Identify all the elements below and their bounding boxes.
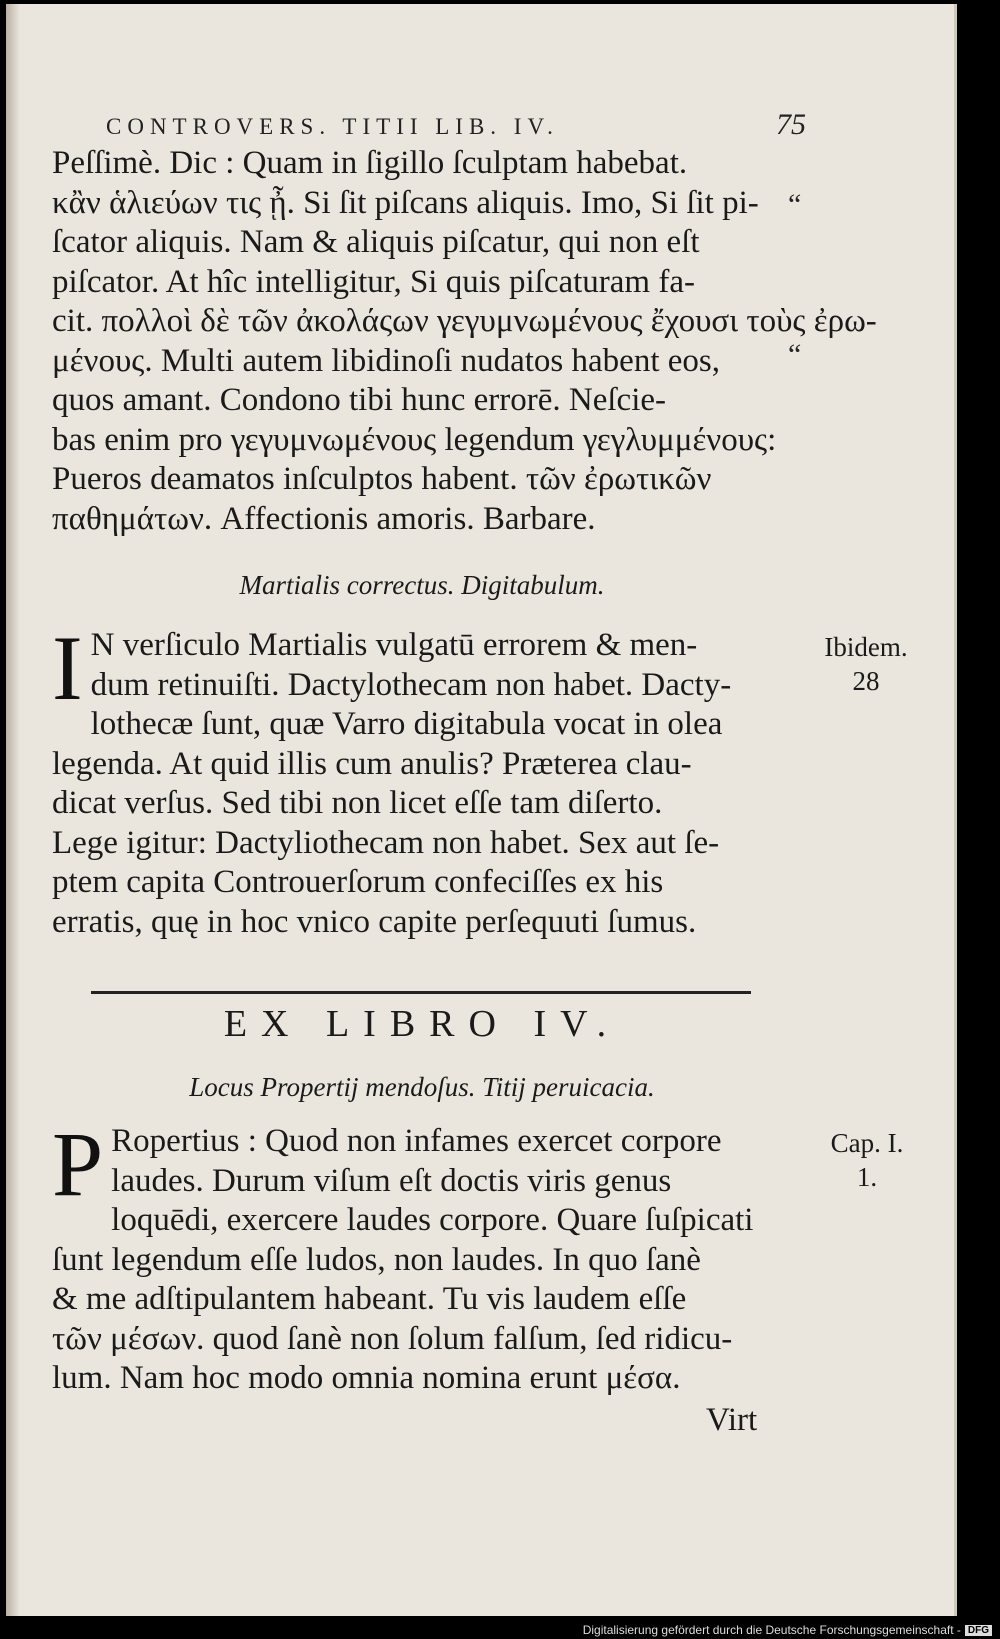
catchword: Virt [706,1402,758,1438]
text-line: quos amant. Condono tibi hunc errorē. Neſcie- [52,382,666,418]
text-line: κἂν ἁλιεύων τις ᾖ. Si ſit piſcans aliquis. Imo, Si ſit pi- [52,184,759,221]
section-heading: Martialis correctus. Digitabulum. [239,570,605,600]
text-line: ſcator aliquis. Nam & aliquis piſcatur, qui non eſt [52,224,700,260]
digitization-footer [583,1623,992,1637]
running-head-title: CONTROVERS. TITII LIB. IV. [106,114,559,139]
text-line: τῶν μέσων. quod ſanè non ſolum falſum, ſed ridicu- [52,1320,733,1357]
drop-cap: I [52,617,83,719]
text-line: Ropertius : Quod non infames exercet corpore [111,1123,722,1159]
text-line: μένους. Multi autem libidinoſi nudatos habent eos, [52,342,720,379]
page-number: 75 [776,108,806,141]
running-head [106,108,806,142]
drop-cap: P [52,1113,104,1215]
text-line: cit. πολλοὶ δὲ τῶν ἀκολάςων γεγυμνωμένους ἔχουσι τοὺς ἐρω- [52,303,877,339]
section-2-text [52,617,792,942]
margin-note [806,630,926,698]
text-line: ſunt legendum eſſe ludos, non laudes. In quo ſanè [52,1241,701,1278]
margin-note-ref: Ibidem. [824,632,908,662]
text-line: erratis, quę in hoc vnico capite perſequuti ſumus. [52,903,697,940]
text-line: piſcator. At hîc intelligitur, Si quis piſcaturam fa- [52,263,695,300]
page-gutter-shadow [6,4,20,1616]
margin-note-number: 28 [852,666,880,696]
text-line: & me adſtipulantem habeant. Tu vis laudem eſſe [52,1281,687,1317]
quote-mark: “ [788,338,802,371]
text-line: loquēdi, exercere laudes corpore. Quare ſuſpicati [111,1202,754,1238]
section-3-text [52,1113,792,1399]
text-line: παθημάτων. Affectionis amoris. Barbare. [52,500,596,537]
text-line: bas enim pro γεγυμνωμένους legendum γεγλυμμένους: [52,421,777,458]
text-line: Pueros deamatos inſculptos habent. τῶν ἐρωτικῶν [52,461,712,497]
margin-note [812,1126,922,1194]
dfg-logo: DFG [965,1625,992,1636]
text-line: Lege igitur: Dactyliothecam non habet. Sex aut ſe- [52,824,720,861]
text-line: lum. Nam hoc modo omnia nomina erunt μέσα. [52,1360,681,1396]
text-line: Peſſimè. Dic : Quam in ſigillo ſculptam habebat. [52,145,688,181]
text-line: N verſiculo Martialis vulgatū errorem & men- [90,627,698,663]
text-line: lothecæ ſunt, quæ Varro digitabula vocat in olea [90,706,723,742]
book-page [6,4,957,1616]
margin-note-number: 1. [856,1162,878,1192]
text-line: legenda. At quid illis cum anulis? Præterea clau- [52,745,692,782]
quote-mark: “ [788,188,802,221]
section-heading: Locus Propertij mendoſus. Titij peruicacia. [189,1072,655,1102]
footer-text: Digitalisierung gefördert durch die Deutsche Forschungsgemeinschaft - [582,1623,961,1637]
text-line: dicat verſus. Sed tibi non licet eſſe tam diſerto. [52,785,663,821]
book-heading: EX LIBRO IV. [223,1003,621,1045]
text-line: laudes. Durum viſum eſt doctis viris genus [111,1162,672,1199]
margin-note-ref: Cap. I. [830,1128,904,1158]
text-line: ptem capita Controuerſorum confeciſſes ex his [52,864,664,900]
section-1-text [52,144,877,539]
divider-rule [91,991,751,994]
text-line: dum retinuiſti. Dactylothecam non habet. Dacty- [90,666,732,703]
